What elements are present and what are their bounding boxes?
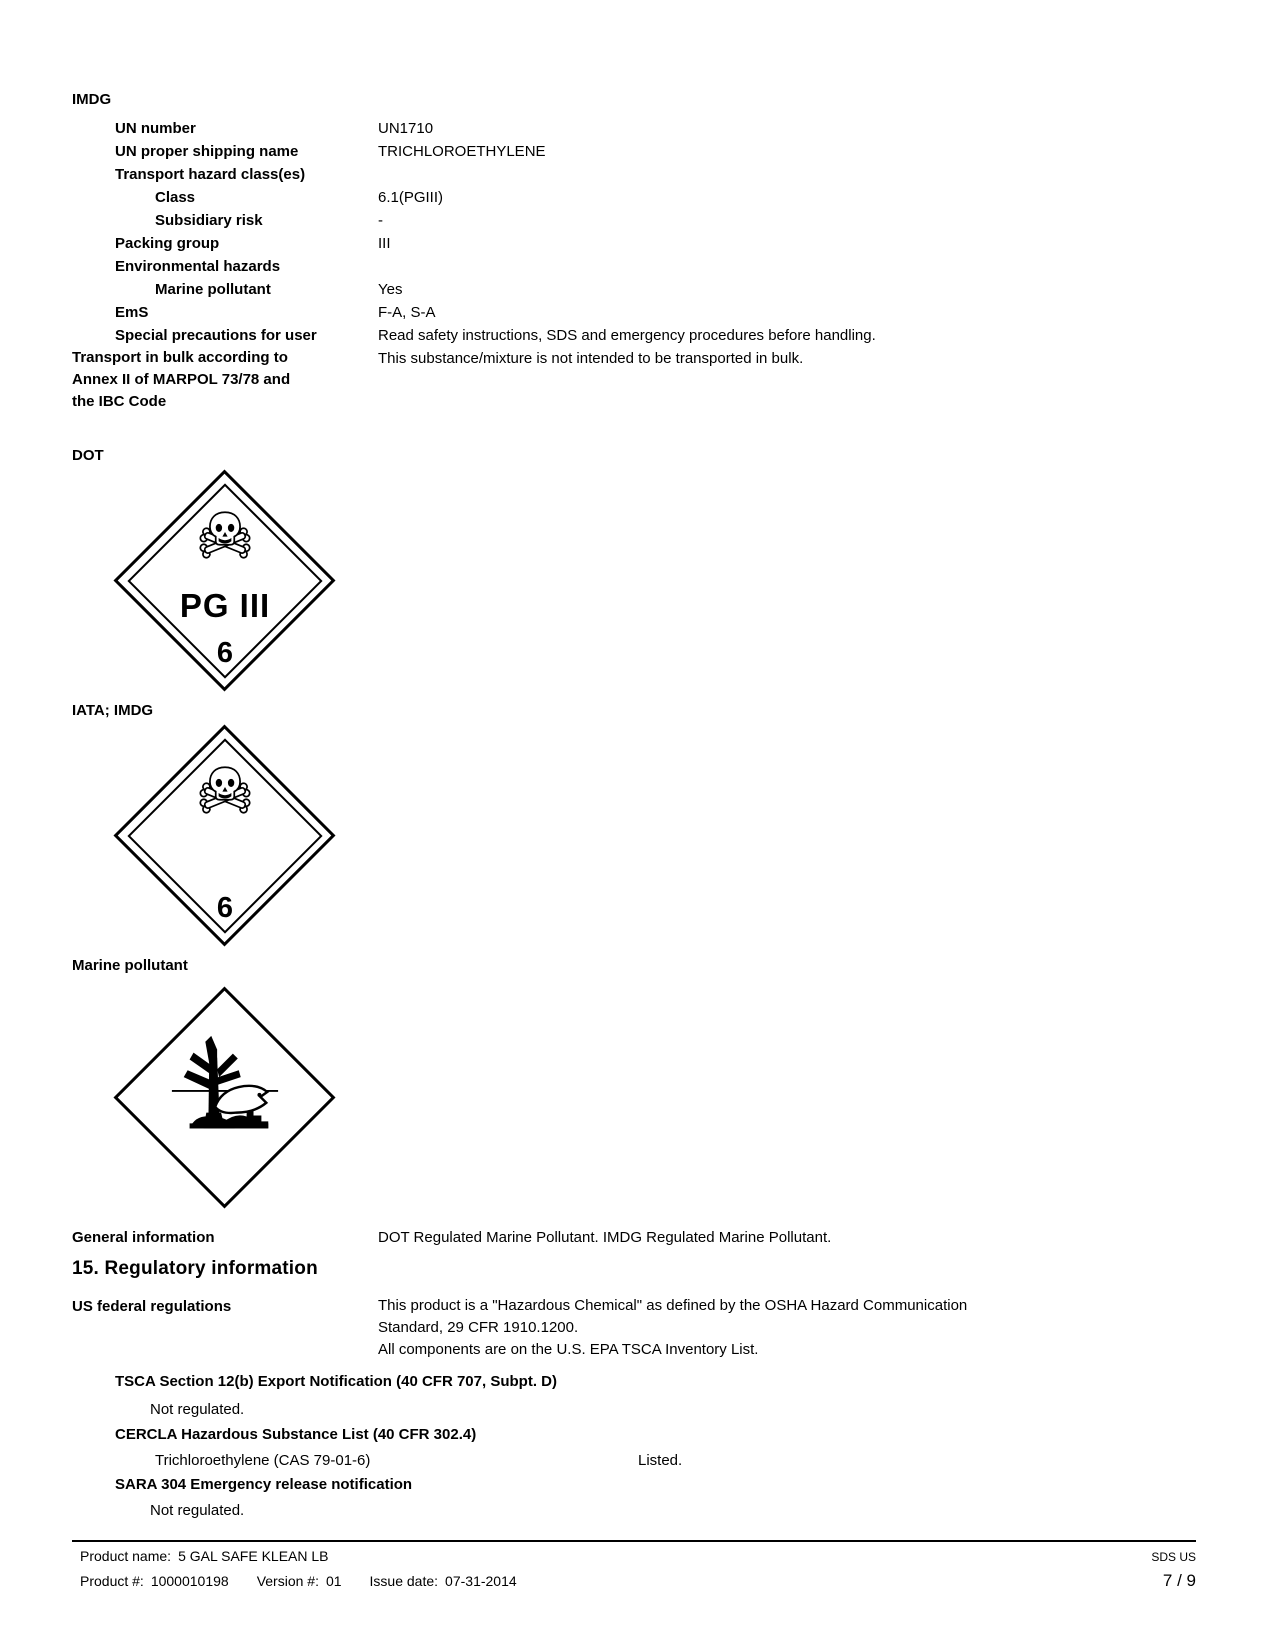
field-value: DOT Regulated Marine Pollutant. IMDG Regulated Marine Pollutant. xyxy=(378,1229,832,1246)
issue-date-value: 07-31-2014 xyxy=(445,1573,517,1589)
substance-name: Trichloroethylene (CAS 79-01-6) xyxy=(155,1452,371,1469)
hazard-class-number: 6 xyxy=(216,637,234,669)
product-name xyxy=(80,1547,329,1565)
skull-crossbones-icon xyxy=(113,764,337,818)
hazard-class-number: 6 xyxy=(216,892,234,924)
skull-crossbones-icon xyxy=(113,509,337,563)
product-number xyxy=(80,1572,229,1590)
label-line: Transport in bulk according to xyxy=(72,349,288,366)
general-information-section xyxy=(72,1226,1203,1249)
cercla-substance-row xyxy=(72,1449,1203,1472)
iata-imdg-placard-section xyxy=(72,699,337,948)
imdg-section xyxy=(72,88,1203,413)
footer-line-1 xyxy=(80,1547,1196,1566)
iata-imdg-heading: IATA; IMDG xyxy=(72,702,154,719)
field-value: 6.1(PGIII) xyxy=(378,189,444,206)
substance-status: Listed. xyxy=(638,1452,683,1469)
field-row xyxy=(72,140,1203,163)
tsca-status: Not regulated. xyxy=(150,1401,245,1418)
marine-pollutant-icon xyxy=(113,1028,337,1148)
field-label: Subsidiary risk xyxy=(155,212,263,229)
field-value: TRICHLOROETHYLENE xyxy=(378,143,546,160)
marine-pollutant-placard-section xyxy=(72,954,337,1210)
field-label: EmS xyxy=(115,304,149,321)
version-value: 01 xyxy=(325,1573,342,1589)
field-row xyxy=(72,117,1203,140)
footer-line-2 xyxy=(80,1572,1196,1590)
version xyxy=(257,1572,342,1590)
field-label: Special precautions for user xyxy=(115,327,317,344)
regulatory-information-section xyxy=(72,1256,1203,1522)
value-line: Standard, 29 CFR 1910.1200. xyxy=(378,1319,579,1336)
dot-heading: DOT xyxy=(72,447,104,464)
imdg-heading: IMDG xyxy=(72,91,112,108)
label-line: Annex II of MARPOL 73/78 and xyxy=(72,371,291,388)
field-value: This substance/mixture is not intended to be transported in bulk. xyxy=(378,350,804,367)
cercla-heading: CERCLA Hazardous Substance List (40 CFR 302.4) xyxy=(115,1426,477,1443)
dot-placard xyxy=(113,469,337,693)
field-value xyxy=(378,163,1203,186)
field-row-transport-in-bulk xyxy=(72,347,1203,413)
field-row xyxy=(72,324,1203,347)
field-label: Packing group xyxy=(115,235,220,252)
tsca-heading: TSCA Section 12(b) Export Notification (40 CFR 707, Subpt. D) xyxy=(115,1373,557,1390)
page-indicator: 7 / 9 xyxy=(1162,1571,1196,1590)
field-label: UN number xyxy=(115,120,196,137)
product-name-label: Product name: xyxy=(80,1548,172,1564)
field-row xyxy=(72,1226,1203,1249)
field-value xyxy=(378,255,1203,278)
field-value: Yes xyxy=(378,281,403,298)
field-row xyxy=(72,278,1203,301)
field-label: Marine pollutant xyxy=(155,281,271,298)
field-label: UN proper shipping name xyxy=(115,143,299,160)
packing-group-text: PG III xyxy=(179,587,271,624)
field-value xyxy=(378,1295,1203,1361)
product-number-label: Product #: xyxy=(80,1573,144,1589)
field-row xyxy=(72,186,1203,209)
field-row xyxy=(72,209,1203,232)
label-line: the IBC Code xyxy=(72,393,167,410)
footer-meta xyxy=(80,1572,517,1590)
field-label: Class xyxy=(155,189,196,206)
field-value: Read safety instructions, SDS and emergency procedures before handling. xyxy=(378,327,876,344)
value-line: This product is a "Hazardous Chemical" as defined by the OSHA Hazard Communication xyxy=(378,1297,968,1314)
field-row xyxy=(72,232,1203,255)
sara304-status: Not regulated. xyxy=(150,1502,245,1519)
field-row xyxy=(72,255,1203,278)
field-label: US federal regulations xyxy=(72,1298,232,1315)
product-number-value: 1000010198 xyxy=(150,1573,229,1589)
field-label: Transport hazard class(es) xyxy=(115,166,306,183)
issue-date xyxy=(370,1572,517,1590)
product-name-value: 5 GAL SAFE KLEAN LB xyxy=(178,1548,329,1564)
dot-placard-section xyxy=(72,444,337,693)
field-value: III xyxy=(378,235,391,252)
marine-pollutant-placard xyxy=(113,986,337,1210)
footer-divider xyxy=(72,1540,1196,1542)
field-value: - xyxy=(378,212,383,229)
field-label: Environmental hazards xyxy=(115,258,281,275)
field-label xyxy=(72,347,378,413)
us-federal-regulations-row xyxy=(72,1295,1203,1361)
field-row xyxy=(72,163,1203,186)
field-value: F-A, S-A xyxy=(378,304,436,321)
version-label: Version #: xyxy=(256,1573,319,1589)
field-label: General information xyxy=(72,1229,215,1246)
sara304-heading: SARA 304 Emergency release notification xyxy=(115,1476,413,1493)
field-value: UN1710 xyxy=(378,120,434,137)
issue-date-label: Issue date: xyxy=(369,1573,439,1589)
value-line: All components are on the U.S. EPA TSCA Inventory List. xyxy=(378,1341,759,1358)
section-heading-regulatory: 15. Regulatory information xyxy=(72,1258,318,1279)
marine-pollutant-heading: Marine pollutant xyxy=(72,957,188,974)
field-row xyxy=(72,301,1203,324)
iata-imdg-placard xyxy=(113,724,337,948)
doc-type: SDS US xyxy=(1151,1550,1196,1564)
